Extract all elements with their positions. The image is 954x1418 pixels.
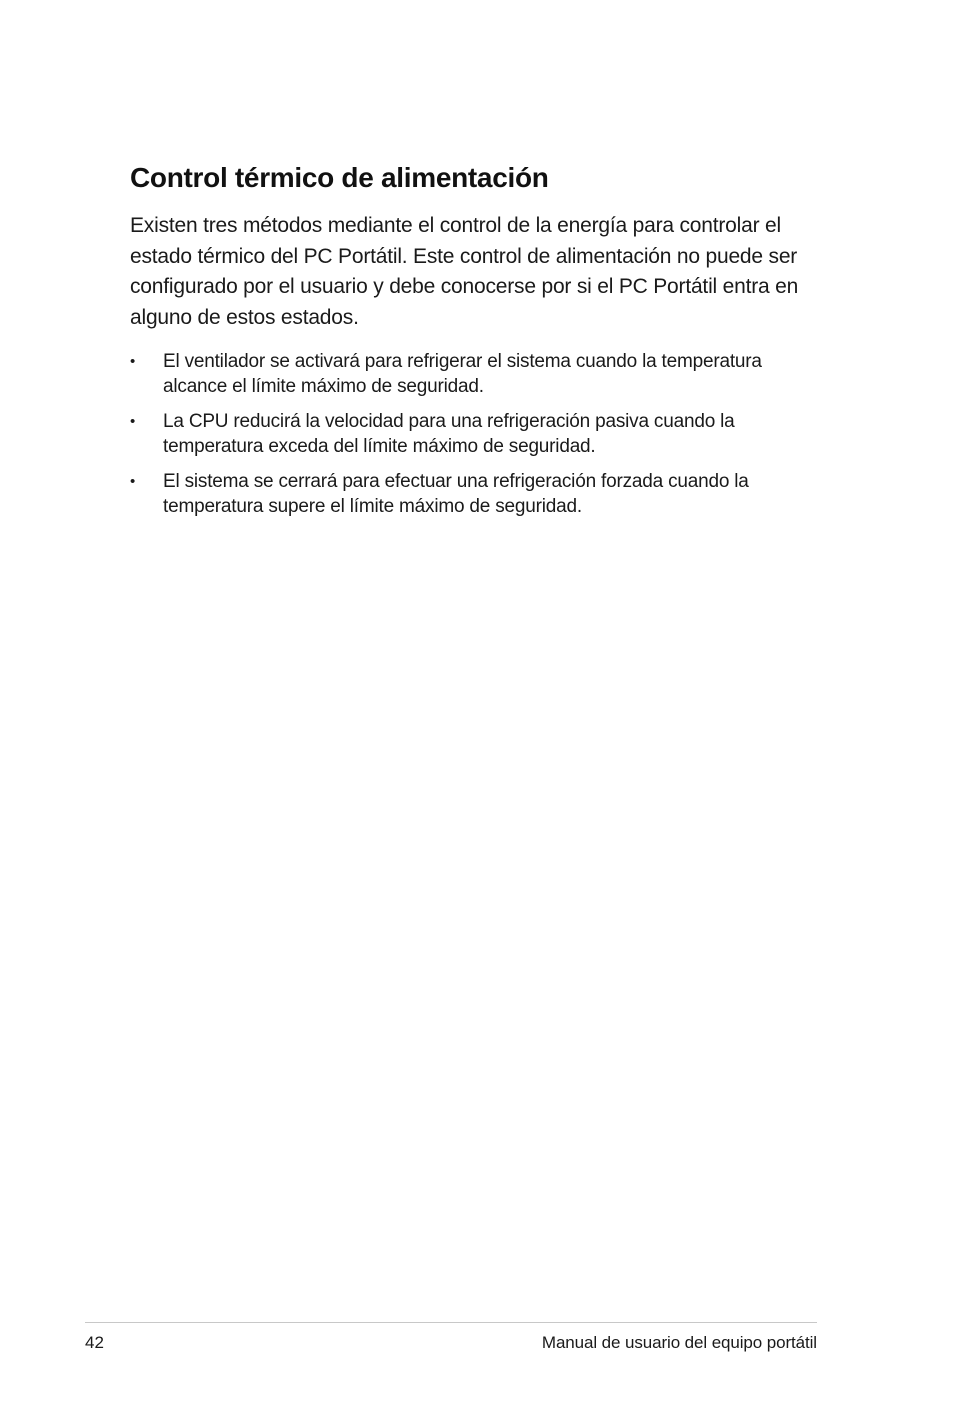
bullet-icon: •: [130, 473, 136, 490]
bullet-text: La CPU reducirá la velocidad para una refrigeración pasiva cuando la temperatura exceda del límite máximo de seguridad.: [163, 411, 735, 457]
page-number: 42: [85, 1333, 104, 1352]
bullet-icon: •: [130, 413, 136, 430]
list-item: [130, 470, 830, 519]
bullet-text: El sistema se cerrará para efectuar una refrigeración forzada cuando la temperatura supere el límite máximo de seguridad.: [163, 471, 749, 517]
intro-paragraph: Existen tres métodos mediante el control de la energía para controlar el estado térmico del PC Portátil. Este control de alimentación no puede ser configurado por el usuario y debe conocerse por si el PC Portátil entra en alguno de estos estados.: [130, 214, 799, 329]
footer-divider: [85, 1322, 817, 1323]
list-item: [130, 350, 830, 399]
list-item: [130, 410, 830, 459]
section-title: Control térmico de alimentación: [130, 162, 549, 193]
bullet-text: El ventilador se activará para refrigerar el sistema cuando la temperatura alcance el límite máximo de seguridad.: [163, 351, 762, 397]
bullet-icon: •: [130, 353, 136, 370]
bullet-list: [130, 350, 830, 530]
footer-manual-title: Manual de usuario del equipo portátil: [541, 1333, 817, 1352]
